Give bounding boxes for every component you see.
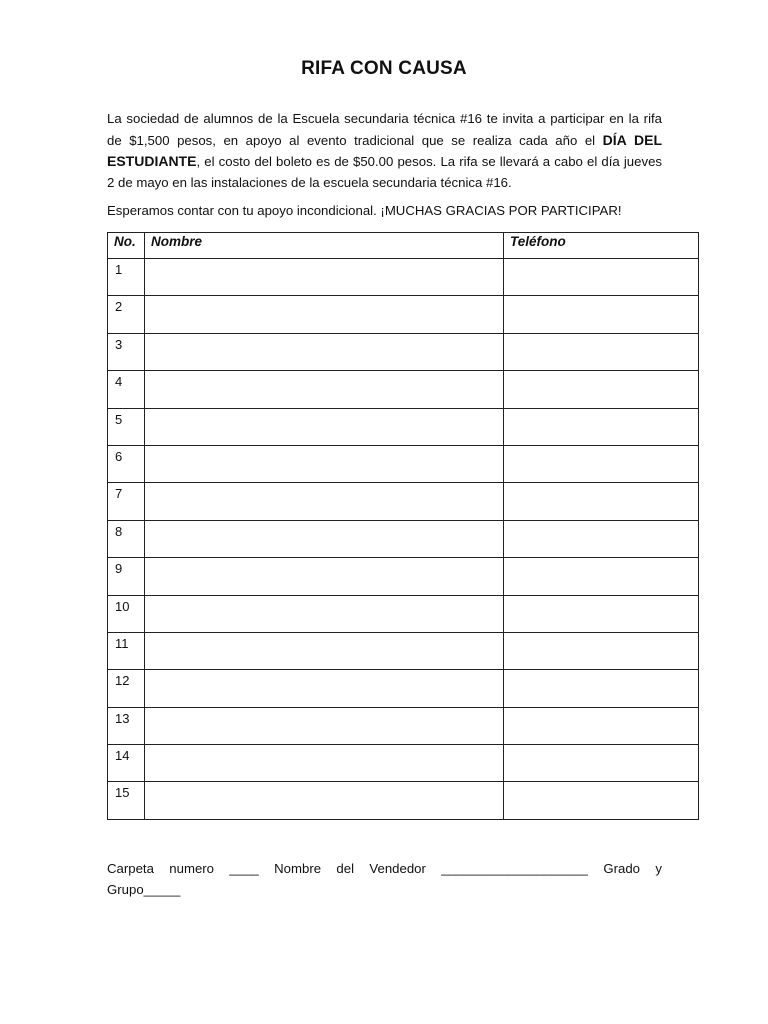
name-cell[interactable]: [145, 745, 504, 782]
row-number: 15: [108, 782, 145, 819]
page-title: RIFA CON CAUSA: [301, 58, 467, 79]
row-number: 1: [108, 259, 145, 296]
table-header-row: [108, 233, 699, 259]
raffle-table: [107, 232, 699, 820]
phone-cell[interactable]: [504, 445, 699, 482]
table-row: [108, 483, 699, 520]
seller-info-line: Carpeta numero ____ Nombre del Vendedor ____________________ Grado y: [107, 861, 662, 876]
name-cell[interactable]: [145, 632, 504, 669]
row-number: 13: [108, 707, 145, 744]
row-number: 9: [108, 558, 145, 595]
phone-cell[interactable]: [504, 371, 699, 408]
row-number: 14: [108, 745, 145, 782]
name-cell[interactable]: [145, 520, 504, 557]
name-cell[interactable]: [145, 558, 504, 595]
table-row: [108, 707, 699, 744]
row-number: 4: [108, 371, 145, 408]
row-number: 3: [108, 333, 145, 370]
row-number: 10: [108, 595, 145, 632]
phone-cell[interactable]: [504, 707, 699, 744]
row-number: 11: [108, 632, 145, 669]
row-number: 7: [108, 483, 145, 520]
phone-cell[interactable]: [504, 632, 699, 669]
intro-bold-event: DÍA DEL ESTUDIANTE: [107, 131, 662, 169]
phone-cell[interactable]: [504, 408, 699, 445]
name-cell[interactable]: [145, 296, 504, 333]
phone-cell[interactable]: [504, 333, 699, 370]
table-row: [108, 520, 699, 557]
intro-text-part1: La sociedad de alumnos de la Escuela secundaria técnica #16 te invita a participar en la rifa de $1,500 pesos, en apoyo al evento tradicional que se realiza cada año el: [107, 111, 662, 148]
table-row: [108, 782, 699, 819]
name-cell[interactable]: [145, 259, 504, 296]
intro-text-part2: , el costo del boleto es de $50.00 pesos. La rifa se llevará a cabo el día jueves 2 de mayo en las instalaciones de la escuela secundaria técnica #16.: [107, 154, 662, 190]
thanks-line: Esperamos contar con tu apoyo incondicional. ¡MUCHAS GRACIAS POR PARTICIPAR!: [107, 203, 622, 218]
phone-cell[interactable]: [504, 558, 699, 595]
row-number: 5: [108, 408, 145, 445]
table-row: [108, 259, 699, 296]
table-row: [108, 558, 699, 595]
name-cell[interactable]: [145, 445, 504, 482]
name-cell[interactable]: [145, 782, 504, 819]
row-number: 8: [108, 520, 145, 557]
intro-paragraph: [107, 109, 662, 193]
header-no: No.: [108, 233, 145, 259]
row-number: 6: [108, 445, 145, 482]
row-number: 2: [108, 296, 145, 333]
table-row: [108, 445, 699, 482]
table-row: [108, 408, 699, 445]
name-cell[interactable]: [145, 707, 504, 744]
name-cell[interactable]: [145, 670, 504, 707]
table-row: [108, 296, 699, 333]
table-row: [108, 371, 699, 408]
table-row: [108, 632, 699, 669]
header-name: Nombre: [145, 233, 504, 259]
phone-cell[interactable]: [504, 670, 699, 707]
phone-cell[interactable]: [504, 296, 699, 333]
phone-cell[interactable]: [504, 745, 699, 782]
name-cell[interactable]: [145, 483, 504, 520]
table-row: [108, 745, 699, 782]
phone-cell[interactable]: [504, 520, 699, 557]
row-number: 12: [108, 670, 145, 707]
phone-cell[interactable]: [504, 782, 699, 819]
name-cell[interactable]: [145, 408, 504, 445]
name-cell[interactable]: [145, 333, 504, 370]
group-line: Grupo_____: [107, 882, 181, 897]
header-phone: Teléfono: [504, 233, 699, 259]
phone-cell[interactable]: [504, 595, 699, 632]
table-row: [108, 670, 699, 707]
name-cell[interactable]: [145, 595, 504, 632]
phone-cell[interactable]: [504, 483, 699, 520]
phone-cell[interactable]: [504, 259, 699, 296]
name-cell[interactable]: [145, 371, 504, 408]
table-row: [108, 595, 699, 632]
table-row: [108, 333, 699, 370]
